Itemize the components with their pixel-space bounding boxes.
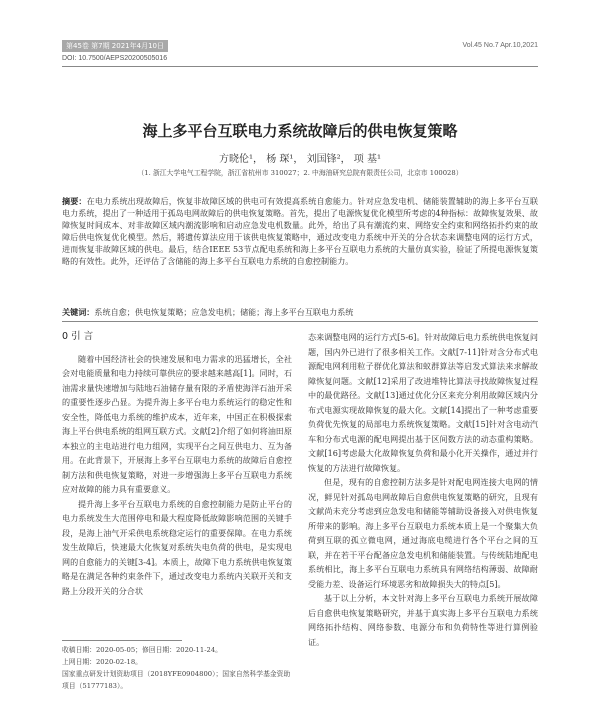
abstract-text: 在电力系统出现故障后，恢复非故障区域的供电可有效提高系统自愈能力。针对应急发电机、储能装置辅助的海上多平台互联电力系统，提出了一种适用于孤岛电网故障后的供电恢复策略。首先，提出了电源恢复优化模型所考虑的4种指标：故障恢复效果、故障恢复时间成本、对非故障区域内潮流影响和启动应急发电机数量。此外，给出了具有潮流约束、网络安全约束和网络拓扑约束的故障后供电恢复优化模型。然后，將遗传算法应用于该供电恢复策略中，通过改变电力系统中开关的分合状态来调整电网的运行方式，进而恢复非故障区域的供电。最后，结合IEEE 53节点配电系统和海上多平台互联电力系统的大量仿真实验，验证了所提电源恢复策略的有效性。此外，还评估了含储能的海上多平台互联电力系统的自愈控制能力。 — [62, 196, 538, 266]
volume-info: Vol.45 No.7 Apr.10,2021 — [462, 42, 538, 49]
author-list: 方晓伦¹， 杨 琛¹， 刘国锋²， 项 基¹ — [219, 154, 381, 165]
doi: DOI: 10.7500/AEPS20200505016 — [62, 55, 168, 62]
keywords-label: 关键词： — [62, 307, 95, 317]
received-date: 收稿日期：2020-05-05；修回日期：2020-11-24。 — [62, 646, 222, 654]
paragraph: 态来调整电网的运行方式[5-6]。针对故障后电力系统供电恢复问题，国内外已进行了很多相关工作。文献[7-11]针对含分布式电源配电网利用粒子群优化算法和蚁群算法等启发式算法来求解故障恢复问题。文献[12]采用了改进堆特比算法寻找故障恢复过程中的最优路径。文献[13]通过优化分区来充分利用故障区域内分布式电源实现故障恢复的最大化。文献[14]提出了一种考虑重要负荷优先恢复的局部电力系统恢复策略。文献[15]针对含电动汽车和分布式电源的配电网提出基于区间数方法的动态重构策略。文献[16]考虑最大化故障恢复负荷和最小化开关操作，通过并行恢复的方法进行故障恢复。 — [308, 332, 538, 473]
footnote-rule — [62, 640, 182, 641]
paragraph: 但是，现有的自愈控制方法多是针对配电网连接大电网的情况，鲜见针对孤岛电网故障后自愈供电恢复策略的研究，且现有文献尚未充分考虑到应急发电和储能等辅助设备接入对供电恢复所带来的影响。海上多平台互联电力系统本质上是一个聚集大负荷到互联的孤立微电网，通过海底电缆进行各个平台之间的互联，并在若干平台配备应急发电机和储能装置。与传统陆地配电系统相比，海上多平台互联电力系统具有网络结构薄弱、故障耐受能力差、设备运行环境恶劣和故障损失大的特点[5]。 — [308, 477, 538, 589]
footnotes — [62, 644, 292, 692]
right-column — [308, 330, 538, 649]
keywords — [62, 306, 538, 318]
abstract-label: 摘要： — [62, 196, 87, 206]
left-column — [62, 330, 292, 598]
running-header — [62, 40, 538, 52]
online-date: 上网日期：2020-02-18。 — [62, 658, 142, 666]
abstract — [62, 195, 538, 267]
header-rule — [62, 66, 538, 67]
paragraph: 基于以上分析，本文针对海上多平台互联电力系统开展故障后自愈供电恢复策略研究，并基于真实海上多平台互联电力系统网络拓扑结构、网络参数、电源分布和负荷特性等进行算例验证。 — [308, 593, 538, 647]
funding-note: 国家重点研发计划资助项目（2018YFE0904800）；国家自然科学基金资助项目（51777183）。 — [62, 670, 291, 690]
paragraph: 提升海上多平台互联电力系统的自愈控制能力是防止平台的电力系统发生大范围停电和最大程度降低故障影响范围的关键手段，是海上油气开采供电系统稳定运行的重要保障。在电力系统发生故障后，快速最大化恢复对系统失电负荷的供电，是实现电网的自愈能力的关键[3-4]。本质上，故障下电力系统供电恢复策略是在满足各种约束条件下，通过改变电力系统内关联开关和支路上分段开关的分合状 — [62, 498, 292, 596]
abstract-rule — [62, 321, 538, 322]
issue-badge: 第45卷 第7期 2021年4月10日 — [62, 40, 168, 52]
keywords-text: 系统自愈；供电恢复策略；应急发电机；储能；海上多平台互联电力系统 — [94, 307, 354, 317]
paper-title: 海上多平台互联电力系统故障后的供电恢复策略 — [142, 122, 458, 140]
section-heading: 0 引 言 — [62, 331, 94, 342]
paragraph: 随着中国经济社会的快速发展和电力需求的迅猛增长，全社会对电能质量和电力持续可靠供应的要求越来越高[1]。同时，石油需求量快速增加与陆地石油储存量有限的矛盾使海洋石油开采的重要性逐步凸显。为提升海上多平台电力系统运行的稳定性和安全性，降低电力系统的维护成本，近年来，中国正在积极探索海上平台供电系统的组网互联方式。文献[2]介绍了如何将油田原本独立的主电站进行电力组网，实现平台之间互供电力、互为备用。在此背景下，开展海上多平台互联电力系统的故障后自愈控制方法和供电恢复策略，对进一步增强海上多平台互联电力系统应对故障的能力具有重要意义。 — [62, 353, 292, 494]
affiliation: （1. 浙江大学电气工程学院，浙江省杭州市 310027；2. 中海油研究总院有限责任公司，北京市 100028） — [137, 169, 463, 177]
